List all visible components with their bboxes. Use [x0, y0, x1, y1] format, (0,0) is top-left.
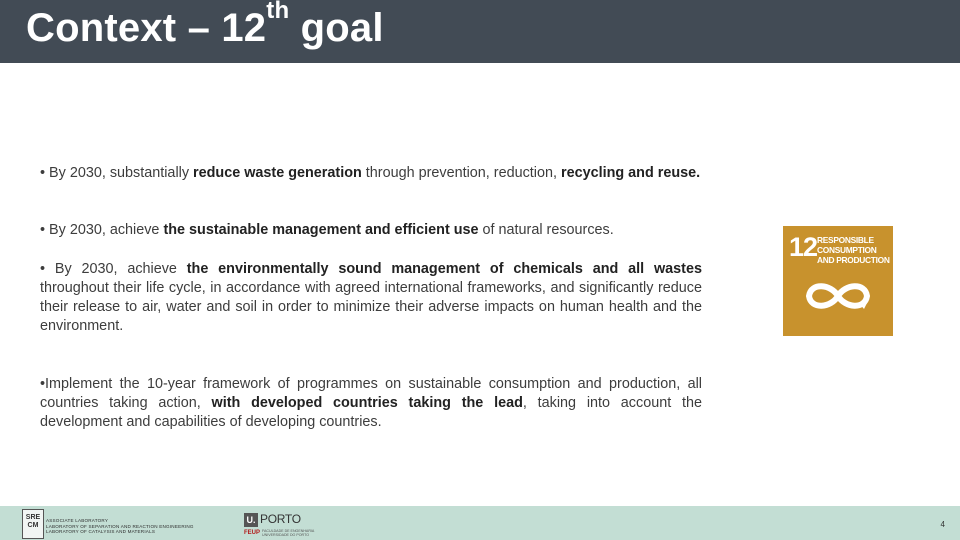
lsre-logo-text: SRE	[25, 514, 41, 521]
lsre-logo	[22, 509, 44, 539]
bullet-reduce-waste	[40, 164, 702, 183]
bullet-text: of natural resources.	[478, 222, 614, 238]
uporto-logo	[244, 511, 324, 539]
bullet-emphasis: reduce waste generation	[193, 165, 362, 181]
bullet-sustainable-management	[40, 221, 702, 240]
bullet-text: , taking into account the development and capabilities of developing countries.	[40, 395, 702, 430]
footer-bar	[0, 506, 960, 540]
infinity-icon	[801, 276, 875, 316]
slide-title-superscript: th	[266, 0, 290, 24]
uporto-name: PORTO	[260, 512, 301, 526]
sdg-12-tile	[783, 226, 893, 336]
feup-line: UNIVERSIDADE DO PORTO	[262, 533, 309, 538]
bullet-text: •Implement the 10-year framework of programmes on sustainable consumption and production, all countries taking action,	[40, 376, 702, 411]
sdg-label-line: AND PRODUCTION	[817, 255, 890, 265]
bullet-text: through prevention, reduction,	[361, 165, 561, 181]
uporto-mark: U.	[244, 513, 258, 527]
slide-title-main: Context – 12	[26, 6, 267, 50]
title-bar	[0, 0, 960, 63]
bullet-text: throughout their life cycle, in accordance with agreed international frameworks, and significantly reduce their release to air, water and soil in order to minimize their adverse impacts on human health and the environment.	[40, 280, 702, 334]
bullet-chemicals-wastes	[40, 260, 702, 336]
lsre-lab-names	[46, 518, 218, 535]
sdg-label	[817, 235, 891, 265]
bullet-text: • By 2030, achieve	[40, 261, 187, 277]
feup-name	[262, 529, 322, 538]
sdg-label-line: RESPONSIBLE	[817, 235, 874, 245]
feup-mark: FEUP	[244, 530, 261, 536]
slide-title	[26, 0, 384, 51]
sdg-label-line: CONSUMPTION	[817, 245, 877, 255]
lsre-line: ASSOCIATE LABORATORY	[46, 518, 109, 523]
lsre-line: LABORATORY OF CATALYSIS AND MATERIALS	[46, 529, 156, 535]
bullet-emphasis: recycling and reuse.	[560, 165, 701, 181]
bullet-ten-year-framework	[40, 375, 702, 432]
sdg-number: 12	[789, 232, 818, 262]
feup-line: FACULDADE DE ENGENHARIA	[262, 529, 315, 533]
slide-title-tail: goal	[289, 6, 384, 50]
bullet-emphasis: the sustainable management and efficient use	[163, 222, 479, 238]
lsre-line: LABORATORY OF SEPARATION AND REACTION ENGINEERING	[46, 523, 194, 529]
bullet-emphasis: with developed countries taking the lead	[211, 395, 523, 411]
bullet-text: • By 2030, achieve	[40, 222, 164, 238]
lsre-logo-text: CM	[27, 522, 39, 529]
bullet-emphasis: the environmentally sound management of chemicals and all wastes	[186, 261, 702, 277]
page-number: 4	[940, 520, 945, 529]
bullet-text: • By 2030, substantially	[40, 165, 194, 181]
